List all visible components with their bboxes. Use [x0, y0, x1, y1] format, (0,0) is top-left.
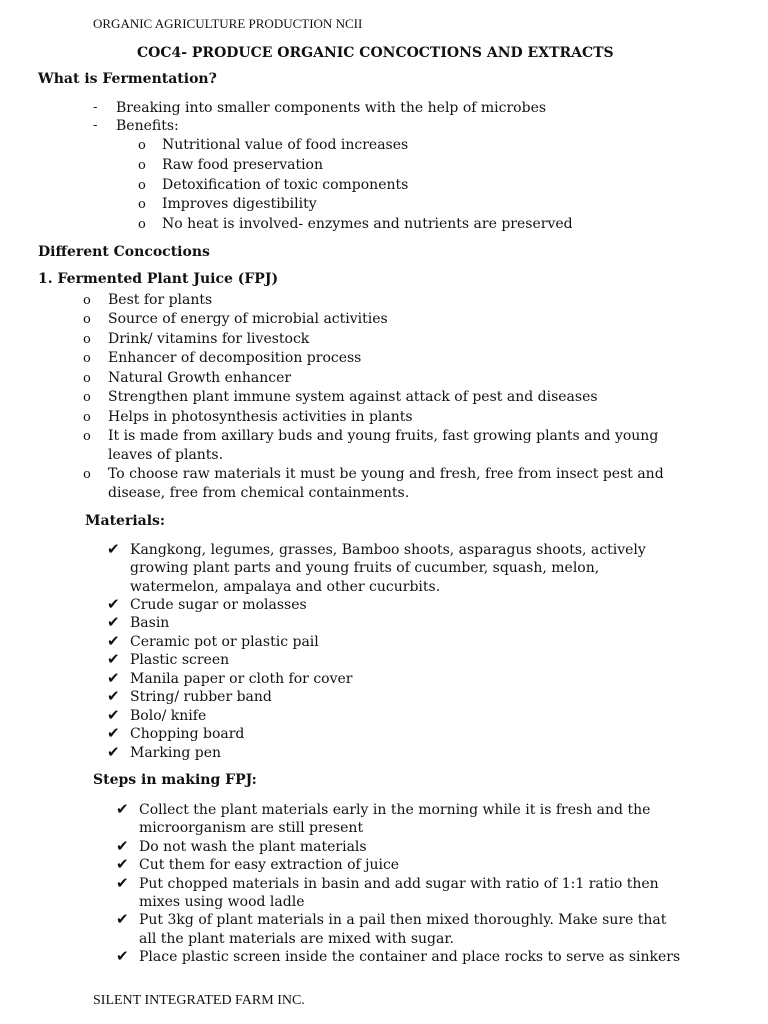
material-item: Crude sugar or molasses [130, 597, 307, 613]
material-item: String/ rubber band [130, 689, 272, 705]
document-header: ORGANIC AGRICULTURE PRODUCTION NCII [93, 16, 363, 31]
step-item: Place plastic screen inside the container and place rocks to serve as sinkers [139, 949, 681, 965]
fpj-point: Source of energy of microbial activities [108, 311, 388, 327]
material-item: Chopping board [130, 726, 245, 742]
material-item-continued: watermelon, ampalaya and other cucurbits. [130, 579, 441, 595]
checkmark-icon: ✔ [107, 632, 120, 650]
circle-bullet: o [138, 158, 146, 173]
checkmark-icon: ✔ [107, 687, 120, 705]
circle-bullet: o [83, 312, 91, 327]
fpj-point: Enhancer of decomposition process [108, 350, 362, 366]
circle-bullet: o [138, 178, 146, 193]
benefit-item: Detoxification of toxic components [162, 177, 409, 193]
fpj-point: It is made from axillary buds and young fruits, fast growing plants and young [108, 428, 659, 444]
fpj-heading: 1. Fermented Plant Juice (FPJ) [38, 271, 279, 287]
material-item-continued: growing plant parts and young fruits of cucumber, squash, melon, [130, 560, 600, 576]
fermentation-heading: What is Fermentation? [38, 71, 217, 87]
step-item-continued: all the plant materials are mixed with sugar. [139, 931, 454, 947]
checkmark-icon: ✔ [107, 595, 120, 613]
benefit-item: Raw food preservation [162, 157, 323, 173]
checkmark-icon: ✔ [107, 540, 120, 558]
circle-bullet: o [83, 390, 91, 405]
checkmark-icon: ✔ [107, 613, 120, 631]
checkmark-icon: ✔ [107, 724, 120, 742]
step-item: Cut them for easy extraction of juice [139, 857, 400, 873]
fpj-point: Drink/ vitamins for livestock [108, 331, 310, 347]
circle-bullet: o [83, 293, 91, 308]
checkmark-icon: ✔ [107, 650, 120, 668]
step-item: Collect the plant materials early in the morning while it is fresh and the [139, 802, 651, 818]
benefit-item: Improves digestibility [162, 196, 317, 212]
material-item: Ceramic pot or plastic pail [130, 634, 319, 650]
circle-bullet: o [83, 410, 91, 425]
fpj-point: To choose raw materials it must be young and fresh, free from insect pest and [108, 466, 664, 482]
fpj-point-continued: disease, free from chemical containments. [108, 485, 410, 501]
page-title: COC4- PRODUCE ORGANIC CONCOCTIONS AND EXTRACTS [137, 45, 614, 61]
fpj-point: Strengthen plant immune system against attack of pest and diseases [108, 389, 598, 405]
step-item-continued: microorganism are still present [139, 820, 364, 836]
checkmark-icon: ✔ [107, 743, 120, 761]
circle-bullet: o [138, 217, 146, 232]
material-item: Marking pen [130, 745, 222, 761]
material-item: Basin [130, 615, 170, 631]
material-item: Bolo/ knife [130, 708, 207, 724]
fpj-point: Best for plants [108, 292, 213, 308]
dash-bullet: - [93, 100, 98, 115]
dash-item: Benefits: [116, 118, 179, 134]
checkmark-icon: ✔ [116, 855, 129, 873]
materials-heading: Materials: [85, 513, 166, 529]
fpj-point-continued: leaves of plants. [108, 447, 224, 463]
document-footer: SILENT INTEGRATED FARM INC. [93, 993, 305, 1008]
checkmark-icon: ✔ [107, 669, 120, 687]
circle-bullet: o [138, 197, 146, 212]
checkmark-icon: ✔ [107, 706, 120, 724]
checkmark-icon: ✔ [116, 874, 129, 892]
circle-bullet: o [83, 371, 91, 386]
circle-bullet: o [83, 351, 91, 366]
circle-bullet: o [83, 467, 91, 482]
dash-item: Breaking into smaller components with the help of microbes [116, 100, 547, 116]
dash-bullet: - [93, 118, 98, 133]
step-item-continued: mixes using wood ladle [139, 894, 305, 910]
fpj-point: Natural Growth enhancer [108, 370, 292, 386]
steps-heading: Steps in making FPJ: [93, 772, 257, 788]
fpj-point: Helps in photosynthesis activities in plants [108, 409, 413, 425]
concoctions-heading: Different Concoctions [38, 244, 210, 260]
step-item: Put 3kg of plant materials in a pail then mixed thoroughly. Make sure that [139, 912, 667, 928]
material-item: Manila paper or cloth for cover [130, 671, 353, 687]
material-item: Kangkong, legumes, grasses, Bamboo shoots, asparagus shoots, actively [130, 542, 646, 558]
step-item: Put chopped materials in basin and add sugar with ratio of 1:1 ratio then [139, 876, 659, 892]
circle-bullet: o [83, 429, 91, 444]
benefit-item: Nutritional value of food increases [162, 137, 409, 153]
material-item: Plastic screen [130, 652, 230, 668]
checkmark-icon: ✔ [116, 800, 129, 818]
checkmark-icon: ✔ [116, 947, 129, 965]
circle-bullet: o [138, 138, 146, 153]
checkmark-icon: ✔ [116, 910, 129, 928]
circle-bullet: o [83, 332, 91, 347]
checkmark-icon: ✔ [116, 837, 129, 855]
step-item: Do not wash the plant materials [139, 839, 367, 855]
benefit-item: No heat is involved- enzymes and nutrients are preserved [162, 216, 573, 232]
